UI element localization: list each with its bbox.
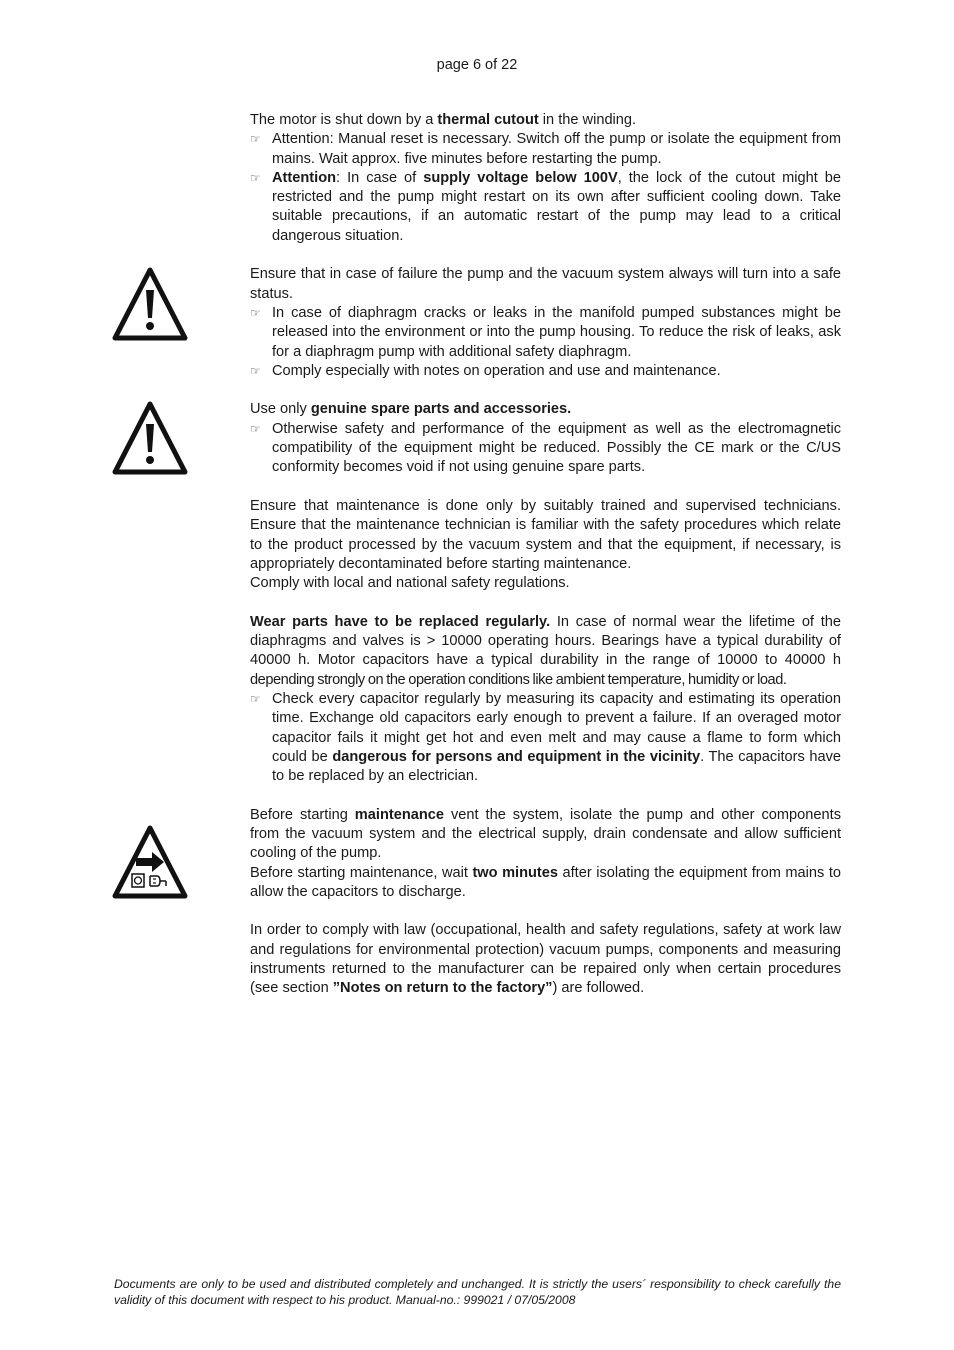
wear-parts-section [250, 613, 841, 787]
page-number: page 6 of 22 [436, 57, 518, 73]
list-item: ☞ Attention: In case of supply voltage below 100V, the lock of the cutout might be restricted and the pump might restart on its own after sufficient cooling down. Take suitable precautions, if an automatic restart of the pump may lead to a critical dangerous situation. [250, 169, 841, 244]
paragraph: Before starting maintenance vent the system, isolate the pump and other components from the vacuum system and the electrical supply, drain condensate and allow sufficient cooling of the pump. [250, 806, 841, 862]
pointing-hand-icon: ☞ [250, 305, 261, 320]
list-item: ☞ Check every capacitor regularly by measuring its capacity and estimating its operation time. Exchange old capacitors early enough to prevent a failure. If an overaged motor capacitor fails it might get hot and even melt and may cause a flame to form which could be dangerous for persons and equipment in the vicinity. The capacitors have to be replaced by an electrician. [250, 690, 842, 785]
pointing-hand-icon: ☞ [250, 170, 261, 185]
pointing-hand-icon: ☞ [250, 421, 261, 436]
pointing-hand-icon: ☞ [250, 691, 261, 706]
spare-parts-section [250, 400, 841, 477]
list-item: ☞ Comply especially with notes on operation and use and maintenance. [250, 362, 841, 381]
paragraph: Before starting maintenance, wait two minutes after isolating the equipment from mains to allow the capacitors to discharge. [250, 864, 841, 900]
before-maintenance-section [250, 806, 841, 902]
thermal-cutout-section [250, 111, 841, 246]
footer-disclaimer: Documents are only to be used and distributed completely and unchanged. It is strictly the users´ responsibility to check carefully the validity of this document with respect to his product. Manual-no.: 999021 / 07/05/2008 [114, 1277, 841, 1307]
failure-safety-section [250, 265, 841, 381]
list-item: ☞ Attention: Manual reset is necessary. Switch off the pump or isolate the equipment from mains. Wait approx. five minutes before restarting the pump. [250, 131, 841, 167]
warning-triangle-icon [112, 266, 188, 342]
main-content [250, 111, 841, 1018]
paragraph: Ensure that in case of failure the pump and the vacuum system always will turn into a safe status. [250, 266, 841, 302]
list-item: ☞ Otherwise safety and performance of the equipment as well as the electromagnetic compatibility of the equipment might be reduced. Possibly the CE mark or the C/US conformity becomes void if not using genuine spare parts. [250, 420, 841, 476]
list-item: ☞ In case of diaphragm cracks or leaks in the manifold pumped substances might be released into the environment or into the pump housing. To reduce the risk of leaks, ask for a diaphragm pump with additional safety diaphragm. [250, 304, 841, 360]
paragraph: Ensure that maintenance is done only by suitably trained and supervised technicians. Ensure that the maintenance technician is familiar with the safety procedures which relate to the product processed by the vacuum system and that the equipment, if necessary, is appropriately decontaminated before starting maintenance. [250, 497, 841, 572]
paragraph: Use only genuine spare parts and accessories. [250, 401, 572, 418]
return-to-factory-section [250, 921, 841, 998]
pointing-hand-icon: ☞ [250, 132, 261, 147]
paragraph: In order to comply with law (occupational, health and safety regulations, safety at work law and regulations for environmental protection) vacuum pumps, components and measuring instruments returned to the manufacturer can be repaired only when certain procedures (see section ”Notes on return to the factory”) are followed. [250, 922, 841, 997]
warning-triangle-icon [112, 400, 188, 476]
paragraph: The motor is shut down by a thermal cutout in the winding. [250, 112, 637, 128]
maintenance-staff-section [250, 497, 841, 593]
paragraph: Wear parts have to be replaced regularly. In case of normal wear the lifetime of the diaphragms and valves is > 10000 operating hours. Bearings have a typical durability of 40000 h. Motor capacitors have a typical durability in the range of 10000 to 40000 h depending strongly on the operation conditions like ambient temperature, humidity or load. [250, 613, 841, 688]
paragraph: Comply with local and national safety regulations. [250, 575, 570, 592]
disconnect-mains-icon [112, 824, 188, 900]
pointing-hand-icon: ☞ [250, 363, 261, 378]
